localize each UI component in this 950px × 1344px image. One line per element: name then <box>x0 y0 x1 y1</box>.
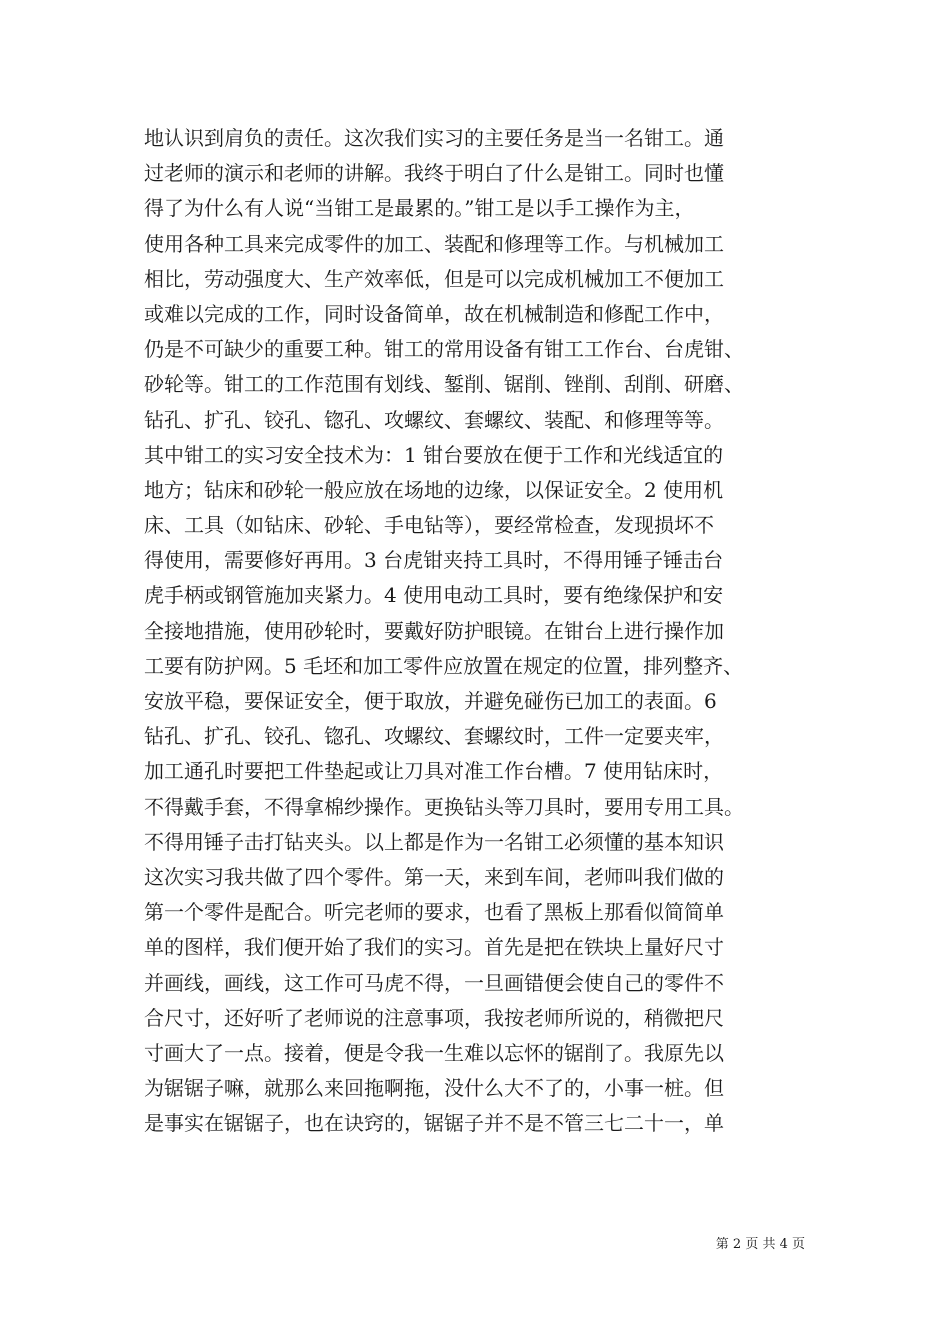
page-footer: 第 2 页 共 4 页 <box>715 1237 805 1252</box>
text-line: 得使用，需要修好再用。3 台虎钳夹持工具时，不得用锤子锤击台 <box>144 548 724 573</box>
text-line: 第一个零件是配合。听完老师的要求，也看了黑板上那看似简简单 <box>144 900 724 925</box>
text-line: 不得用锤子击打钻夹头。以上都是作为一名钳工必须懂的基本知识 <box>144 829 724 854</box>
text-line: 床、工具（如钻床、砂轮、手电钻等），要经常检查，发现损坏不 <box>144 513 714 538</box>
text-line: 安放平稳，要保证安全，便于取放，并避免碰伤已加工的表面。6 <box>144 689 717 713</box>
text-line: 钻孔、扩孔、铰孔、锪孔、攻螺纹、套螺纹、装配、和修理等等。 <box>144 407 724 432</box>
text-line: 加工通孔时要把工件垫起或让刀具对准工作台槽。7 使用钻床时， <box>144 759 724 784</box>
text-line: 为锯锯子嘛，就那么来回拖啊拖，没什么大不了的，小事一桩。但 <box>144 1076 724 1101</box>
text-line: 相比，劳动强度大、生产效率低，但是可以完成机械加工不便加工 <box>144 266 724 291</box>
text-line: 地方；钻床和砂轮一般应放在场地的边缘，以保证安全。2 使用机 <box>144 477 724 502</box>
text-line: 虎手柄或钢管施加夹紧力。4 使用电动工具时，要有绝缘保护和安 <box>144 583 724 608</box>
text-line: 地认识到肩负的责任。这次我们实习的主要任务是当一名钳工。通 <box>144 126 724 150</box>
text-line: 寸画大了一点。接着，便是令我一生难以忘怀的锯削了。我原先以 <box>144 1040 724 1065</box>
text-line: 过老师的演示和老师的讲解。我终于明白了什么是钳工。同时也懂 <box>144 161 724 186</box>
text-line: 仍是不可缺少的重要工种。钳工的常用设备有钳工工作台、台虎钳、 <box>144 337 744 362</box>
body-text <box>144 121 824 1141</box>
text-line: 全接地措施，使用砂轮时，要戴好防护眼镜。在钳台上进行操作加 <box>144 618 724 643</box>
text-line: 使用各种工具来完成零件的加工、装配和修理等工作。与机械加工 <box>144 231 724 256</box>
text-line: 砂轮等。钳工的工作范围有划线、錾削、锯削、锉削、刮削、研磨、 <box>144 372 744 397</box>
text-line: 是事实在锯锯子，也在诀窍的，锯锯子并不是不管三七二十一，单 <box>144 1111 724 1136</box>
text-line: 这次实习我共做了四个零件。第一天，来到车间，老师叫我们做的 <box>144 864 724 889</box>
text-line: 其中钳工的实习安全技术为：1 钳台要放在便于工作和光线适宜的 <box>144 442 724 467</box>
text-line: 单的图样，我们便开始了我们的实习。首先是把在铁块上量好尺寸 <box>144 935 724 960</box>
text-line: 得了为什么有人说“当钳工是最累的。”钳工是以手工操作为主， <box>144 196 695 221</box>
text-line: 合尺寸，还好听了老师说的注意事项，我按老师所说的，稍微把尺 <box>144 1005 724 1030</box>
text-line: 不得戴手套，不得拿棉纱操作。更换钻头等刀具时，要用专用工具。 <box>144 794 744 819</box>
text-line: 工要有防护网。5 毛坯和加工零件应放置在规定的位置，排列整齐、 <box>144 653 744 678</box>
text-line: 并画线，画线，这工作可马虎不得，一旦画错便会使自己的零件不 <box>144 970 724 995</box>
text-line: 或难以完成的工作，同时设备简单，故在机械制造和修配工作中， <box>144 301 724 326</box>
text-line: 钻孔、扩孔、铰孔、锪孔、攻螺纹、套螺纹时，工件一定要夹牢， <box>144 724 724 749</box>
